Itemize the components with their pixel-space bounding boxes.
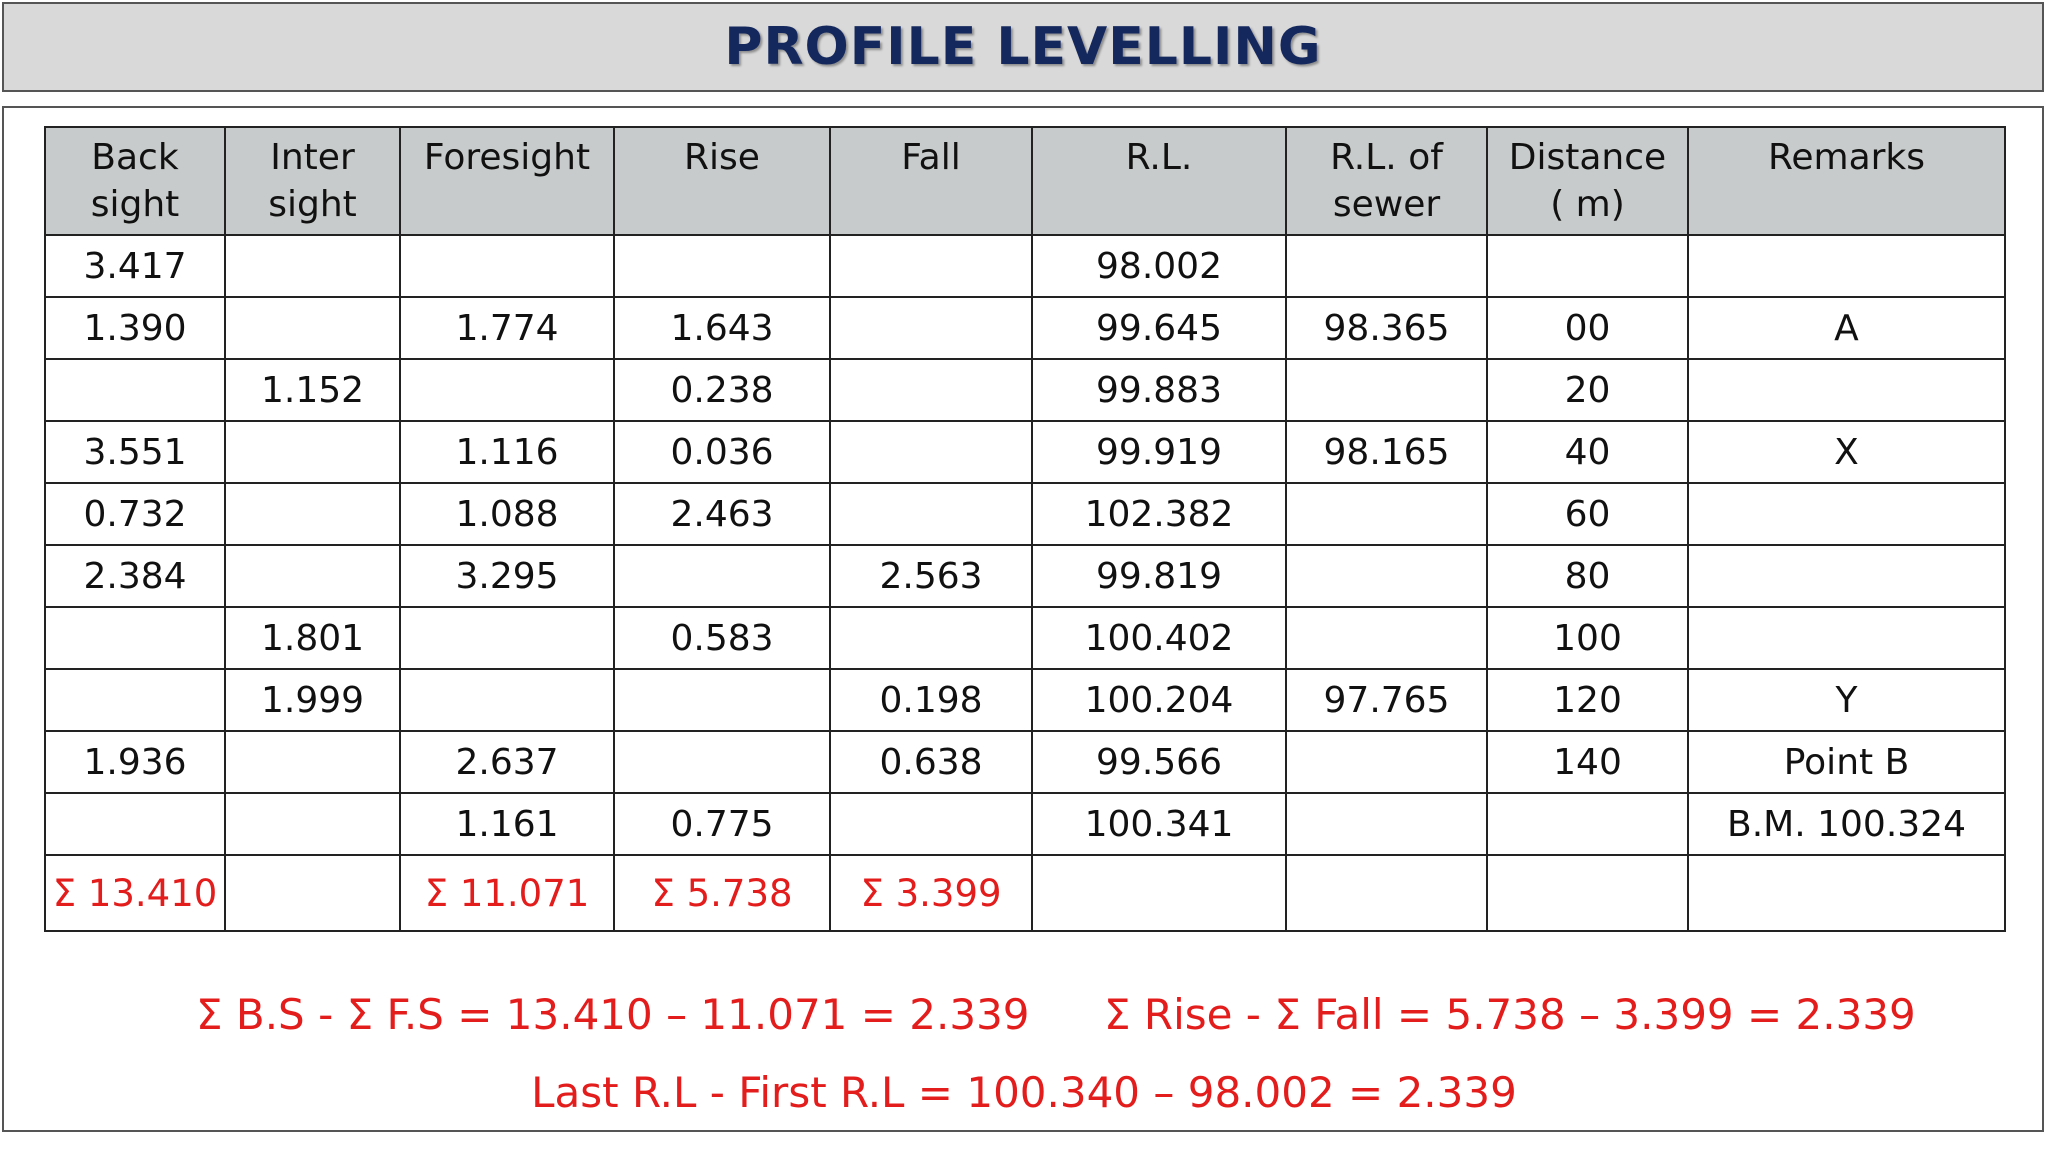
- cell-back-sight: 3.551: [45, 421, 225, 483]
- check-bs-fs: Σ B.S - Σ F.S = 13.410 – 11.071 = 2.339: [196, 990, 1030, 1039]
- cell-inter-sight: [225, 421, 400, 483]
- sum-foresight: Σ 11.071: [400, 855, 614, 931]
- cell-fall: [830, 235, 1032, 297]
- cell-back-sight: [45, 793, 225, 855]
- cell-foresight: 1.774: [400, 297, 614, 359]
- levelling-table: [44, 126, 2006, 932]
- table-row: [45, 421, 2005, 483]
- cell-rl-sewer: [1286, 731, 1487, 793]
- cell-back-sight: 1.390: [45, 297, 225, 359]
- cell-rise: 0.036: [614, 421, 830, 483]
- cell-remarks: [1688, 235, 2005, 297]
- cell-distance: 120: [1487, 669, 1688, 731]
- cell-rl-sewer: [1286, 359, 1487, 421]
- cell-rl-sewer: [1286, 235, 1487, 297]
- cell-distance: 140: [1487, 731, 1688, 793]
- header-inter-sight: Inter sight: [225, 127, 400, 235]
- cell-distance: 100: [1487, 607, 1688, 669]
- cell-distance: 60: [1487, 483, 1688, 545]
- cell-rl: 99.883: [1032, 359, 1286, 421]
- cell-foresight: 1.161: [400, 793, 614, 855]
- cell-fall: 2.563: [830, 545, 1032, 607]
- cell-inter-sight: [225, 483, 400, 545]
- cell-foresight: 1.088: [400, 483, 614, 545]
- sum-back-sight: Σ 13.410: [45, 855, 225, 931]
- cell-distance: [1487, 235, 1688, 297]
- cell-rise: 0.238: [614, 359, 830, 421]
- cell-rise: 1.643: [614, 297, 830, 359]
- table-row: [45, 731, 2005, 793]
- sum-distance: [1487, 855, 1688, 931]
- cell-fall: 0.198: [830, 669, 1032, 731]
- cell-remarks: A: [1688, 297, 2005, 359]
- cell-back-sight: 1.936: [45, 731, 225, 793]
- cell-remarks: Y: [1688, 669, 2005, 731]
- page-title: PROFILE LEVELLING: [724, 17, 1322, 77]
- cell-inter-sight: [225, 731, 400, 793]
- cell-back-sight: [45, 669, 225, 731]
- sum-rl-sewer: [1286, 855, 1487, 931]
- cell-rise: 0.775: [614, 793, 830, 855]
- cell-inter-sight: [225, 235, 400, 297]
- header-fall: Fall: [830, 127, 1032, 235]
- sum-rl: [1032, 855, 1286, 931]
- cell-foresight: 1.116: [400, 421, 614, 483]
- cell-rise: 2.463: [614, 483, 830, 545]
- cell-rl-sewer: [1286, 545, 1487, 607]
- cell-inter-sight: [225, 545, 400, 607]
- cell-rise: [614, 669, 830, 731]
- cell-rise: [614, 235, 830, 297]
- cell-rl: 100.402: [1032, 607, 1286, 669]
- table-row: [45, 483, 2005, 545]
- cell-rise: [614, 545, 830, 607]
- cell-distance: 20: [1487, 359, 1688, 421]
- cell-back-sight: [45, 607, 225, 669]
- cell-foresight: [400, 607, 614, 669]
- cell-foresight: 3.295: [400, 545, 614, 607]
- header-remarks: Remarks: [1688, 127, 2005, 235]
- cell-fall: [830, 421, 1032, 483]
- header-rl-of-sewer: R.L. of sewer: [1286, 127, 1487, 235]
- cell-inter-sight: 1.999: [225, 669, 400, 731]
- cell-foresight: [400, 669, 614, 731]
- cell-remarks: [1688, 483, 2005, 545]
- table-row: [45, 359, 2005, 421]
- check-rl: Last R.L - First R.L = 100.340 – 98.002 = 2.339: [531, 1068, 1517, 1117]
- header-back-sight: Back sight: [45, 127, 225, 235]
- cell-back-sight: [45, 359, 225, 421]
- cell-inter-sight: [225, 297, 400, 359]
- sum-row: [45, 855, 2005, 931]
- sum-remarks: [1688, 855, 2005, 931]
- cell-rl: 99.645: [1032, 297, 1286, 359]
- cell-fall: 0.638: [830, 731, 1032, 793]
- table-row: [45, 235, 2005, 297]
- cell-rl-sewer: 98.165: [1286, 421, 1487, 483]
- header-foresight: Foresight: [400, 127, 614, 235]
- table-row: [45, 297, 2005, 359]
- cell-back-sight: 3.417: [45, 235, 225, 297]
- cell-distance: 40: [1487, 421, 1688, 483]
- cell-inter-sight: [225, 793, 400, 855]
- table-row: [45, 607, 2005, 669]
- cell-rl-sewer: 98.365: [1286, 297, 1487, 359]
- cell-rl-sewer: [1286, 607, 1487, 669]
- cell-rl: 100.341: [1032, 793, 1286, 855]
- header-rl: R.L.: [1032, 127, 1286, 235]
- cell-distance: 00: [1487, 297, 1688, 359]
- cell-rl: 100.204: [1032, 669, 1286, 731]
- table-row: [45, 545, 2005, 607]
- cell-fall: [830, 607, 1032, 669]
- cell-foresight: [400, 359, 614, 421]
- cell-inter-sight: 1.152: [225, 359, 400, 421]
- header-distance: Distance ( m): [1487, 127, 1688, 235]
- cell-fall: [830, 793, 1032, 855]
- cell-rl-sewer: [1286, 483, 1487, 545]
- header-row: [45, 127, 2005, 235]
- cell-back-sight: 2.384: [45, 545, 225, 607]
- cell-rl: 102.382: [1032, 483, 1286, 545]
- table-row: [45, 669, 2005, 731]
- cell-remarks: Point B: [1688, 731, 2005, 793]
- title-bar: [2, 2, 2044, 92]
- cell-fall: [830, 483, 1032, 545]
- sum-inter-sight: [225, 855, 400, 931]
- sum-rise: Σ 5.738: [614, 855, 830, 931]
- cell-rl: 99.819: [1032, 545, 1286, 607]
- table-row: [45, 793, 2005, 855]
- cell-rl: 98.002: [1032, 235, 1286, 297]
- cell-rise: [614, 731, 830, 793]
- cell-fall: [830, 359, 1032, 421]
- cell-rl-sewer: 97.765: [1286, 669, 1487, 731]
- cell-fall: [830, 297, 1032, 359]
- cell-distance: [1487, 793, 1688, 855]
- cell-foresight: [400, 235, 614, 297]
- cell-rl: 99.919: [1032, 421, 1286, 483]
- cell-remarks: X: [1688, 421, 2005, 483]
- cell-inter-sight: 1.801: [225, 607, 400, 669]
- cell-distance: 80: [1487, 545, 1688, 607]
- sum-fall: Σ 3.399: [830, 855, 1032, 931]
- header-rise: Rise: [614, 127, 830, 235]
- cell-remarks: B.M. 100.324: [1688, 793, 2005, 855]
- cell-remarks: [1688, 607, 2005, 669]
- cell-remarks: [1688, 359, 2005, 421]
- cell-back-sight: 0.732: [45, 483, 225, 545]
- cell-rl-sewer: [1286, 793, 1487, 855]
- cell-foresight: 2.637: [400, 731, 614, 793]
- cell-rl: 99.566: [1032, 731, 1286, 793]
- check-rise-fall: Σ Rise - Σ Fall = 5.738 – 3.399 = 2.339: [1104, 990, 1916, 1039]
- cell-remarks: [1688, 545, 2005, 607]
- cell-rise: 0.583: [614, 607, 830, 669]
